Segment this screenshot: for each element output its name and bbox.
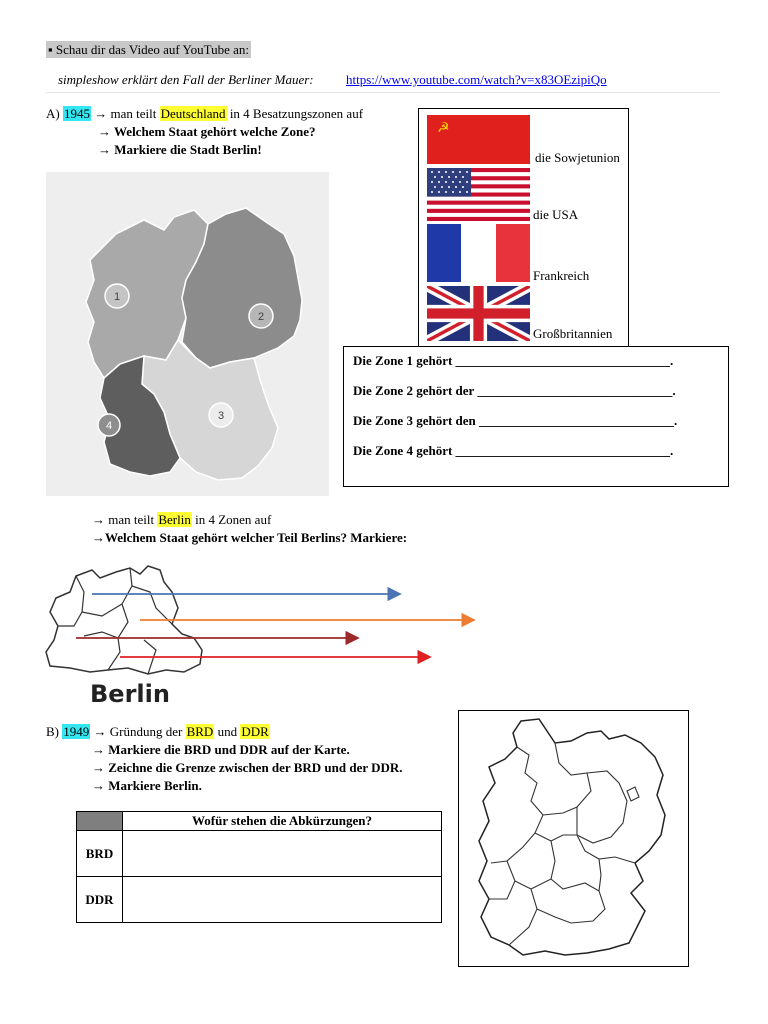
zone-3-answer xyxy=(353,413,677,429)
berlin-line xyxy=(92,512,271,528)
berlin-text-after: in 4 Zonen auf xyxy=(195,512,272,527)
state-border xyxy=(551,841,601,891)
zone-2-number: 2 xyxy=(257,311,265,323)
germany-outline xyxy=(479,719,665,955)
section-a-country: Deutschland xyxy=(160,106,226,121)
answer-prompt: Die Zone 4 gehört xyxy=(353,443,453,458)
answer-prompt: Die Zone 2 gehört der xyxy=(353,383,475,398)
zone-3-number: 3 xyxy=(217,410,225,422)
flag-label-soviet: die Sowjetunion xyxy=(535,150,620,165)
state-border xyxy=(577,771,627,843)
section-a-year: 1945 xyxy=(63,106,90,121)
bullet: ▪ xyxy=(48,42,53,57)
section-a-text-before: man teilt xyxy=(110,106,157,121)
question-text: Zeichne die Grenze zwischen der BRD und der DDR. xyxy=(108,760,403,775)
berlin-district-border xyxy=(82,604,156,674)
zone-4-number: 4 xyxy=(105,420,113,432)
berlin-text-before: man teilt xyxy=(108,512,155,527)
section-b-brd: BRD xyxy=(186,724,214,739)
row-label-ddr: DDR xyxy=(77,877,123,923)
section-b-und: und xyxy=(217,724,238,739)
germany-outline-box xyxy=(458,710,689,967)
table-row xyxy=(77,831,442,877)
table-header-corner xyxy=(77,812,123,831)
flag-label-usa: die USA xyxy=(533,207,579,222)
france-flag-icon xyxy=(427,224,530,282)
zone-4-answer xyxy=(353,443,673,459)
berlin-map-label: Berlin xyxy=(90,680,170,708)
zone-answers-box xyxy=(343,346,729,487)
question-text: Markiere die Stadt Berlin! xyxy=(114,142,262,157)
germany-outline-map xyxy=(459,711,688,966)
flags-box xyxy=(418,108,629,348)
uk-flag-icon xyxy=(427,286,530,341)
table-header-row xyxy=(77,812,442,831)
zone-2-answer xyxy=(353,383,676,399)
arrow-icon: → xyxy=(92,760,105,775)
arrow-icon: → xyxy=(92,512,105,527)
arrow-icon: → xyxy=(93,724,107,739)
answer-prompt: Die Zone 3 gehört den xyxy=(353,413,476,428)
arrow-icon: → xyxy=(98,142,111,157)
berlin-map xyxy=(44,556,484,712)
row-label-brd: BRD xyxy=(77,831,123,877)
instruction-line xyxy=(46,42,251,58)
berlin-marker-outline xyxy=(627,787,639,801)
section-b-line xyxy=(46,724,270,740)
state-border xyxy=(535,833,635,863)
question-text: Markiere Berlin. xyxy=(108,778,202,793)
ddr-answer-cell[interactable] xyxy=(123,877,442,923)
state-border xyxy=(491,747,543,863)
berlin-district-border xyxy=(58,576,84,626)
instruction-highlight xyxy=(46,41,251,58)
section-a-label: A) xyxy=(46,106,60,121)
section-a-text-after: in 4 Besatzungszonen auf xyxy=(229,106,364,121)
berlin-city: Berlin xyxy=(158,512,191,527)
instruction-text: Schau dir das Video auf YouTube an: xyxy=(55,42,249,57)
section-b-label: B) xyxy=(46,724,59,739)
germany-zones-svg xyxy=(46,172,329,496)
section-a-question-2 xyxy=(98,142,262,158)
section-b-question-3 xyxy=(92,778,202,794)
berlin-question xyxy=(92,530,407,546)
arrow-icon: → xyxy=(94,106,108,121)
section-b-question-1 xyxy=(92,742,350,758)
soviet-flag-icon xyxy=(427,115,530,164)
header-divider xyxy=(46,92,720,93)
section-b-ddr: DDR xyxy=(241,724,269,739)
question-text: Welchem Staat gehört welcher Teil Berlins? Markiere: xyxy=(105,530,408,545)
answer-blank[interactable]: ______________________________. xyxy=(477,383,676,398)
arrow-icon: → xyxy=(92,530,105,545)
section-a-line xyxy=(46,106,363,122)
video-link[interactable]: https://www.youtube.com/watch?v=x83OEzipiQo xyxy=(346,72,607,87)
state-border xyxy=(543,743,591,815)
answer-blank[interactable]: _________________________________. xyxy=(455,353,674,368)
answer-prompt: Die Zone 1 gehört xyxy=(353,353,453,368)
berlin-district-border xyxy=(108,568,132,670)
table-header: Wofür stehen die Abkürzungen? xyxy=(123,812,442,831)
berlin-district-border xyxy=(132,586,172,624)
answer-blank[interactable]: ______________________________. xyxy=(479,413,678,428)
zone-1-answer xyxy=(353,353,673,369)
flag-label-uk: Großbritannien xyxy=(533,326,613,341)
brd-answer-cell[interactable] xyxy=(123,831,442,877)
arrow-icon: → xyxy=(98,124,111,139)
question-text: Markiere die BRD und DDR auf der Karte. xyxy=(108,742,350,757)
section-b-year: 1949 xyxy=(63,724,90,739)
zone-1-number: 1 xyxy=(113,291,121,303)
video-caption: simpleshow erklärt den Fall der Berliner Mauer: xyxy=(58,72,314,87)
question-text: Welchem Staat gehört welche Zone? xyxy=(114,124,316,139)
flag-label-france: Frankreich xyxy=(533,268,590,283)
table-row xyxy=(77,877,442,923)
state-border xyxy=(531,879,605,923)
section-b-text-before: Gründung der xyxy=(109,724,183,739)
germany-zones-map xyxy=(46,172,329,496)
abbreviation-table xyxy=(76,811,442,923)
usa-flag-icon xyxy=(427,168,530,221)
svg-text:☭: ☭ xyxy=(437,120,450,136)
arrow-icon: → xyxy=(92,742,105,757)
section-b-question-2 xyxy=(92,760,403,776)
arrow-icon: → xyxy=(92,778,105,793)
answer-blank[interactable]: _________________________________. xyxy=(455,443,674,458)
state-border xyxy=(489,861,537,945)
section-a-question-1 xyxy=(98,124,315,140)
